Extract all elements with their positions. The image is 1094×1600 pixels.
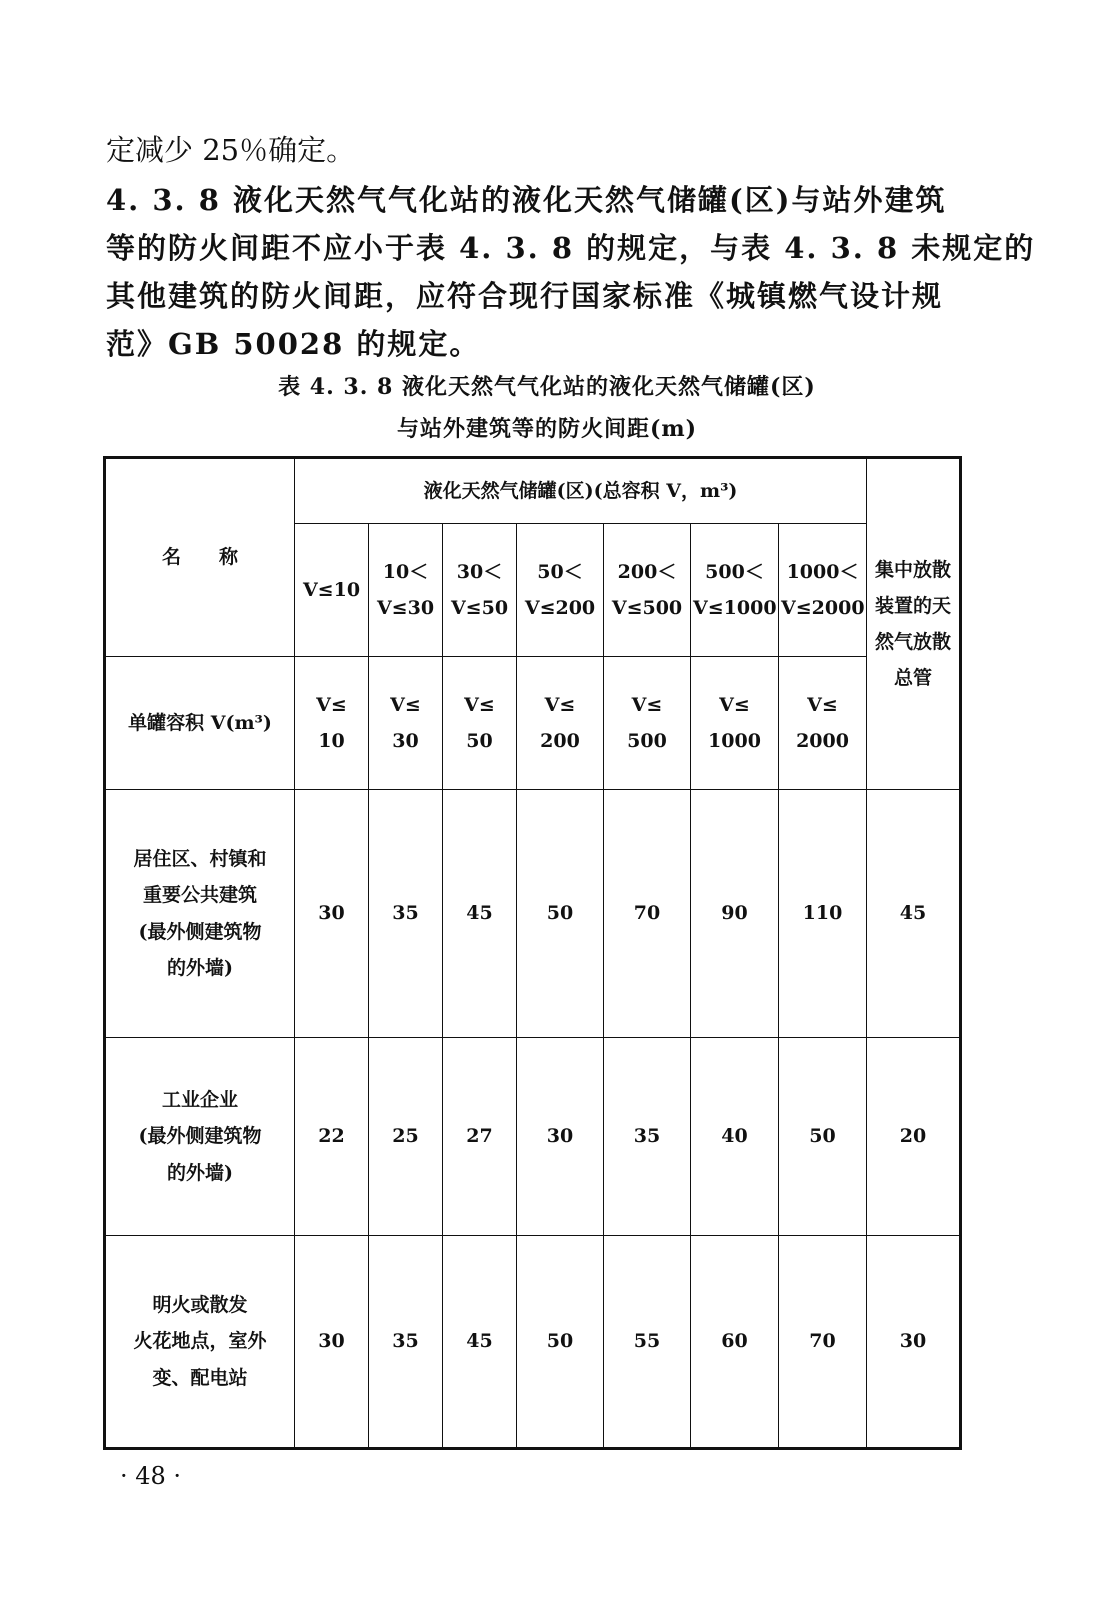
distance-cell: 110 xyxy=(779,790,867,1038)
distance-cell: 45 xyxy=(443,790,517,1038)
total-volume-header: V≤10 xyxy=(295,524,369,657)
single-tank-value: V≤ 1000 xyxy=(691,657,779,790)
distance-cell: 70 xyxy=(779,1236,867,1449)
single-tank-row xyxy=(105,657,961,790)
distance-cell: 70 xyxy=(604,790,691,1038)
distance-cell: 50 xyxy=(517,1236,604,1449)
table-row xyxy=(105,790,961,1038)
distance-cell: 20 xyxy=(867,1038,961,1236)
distance-cell: 27 xyxy=(443,1038,517,1236)
row-label-residential: 居住区、村镇和 重要公共建筑 (最外侧建筑物 的外墙) xyxy=(105,790,295,1038)
table-row xyxy=(105,1038,961,1236)
total-volume-header: 200＜ V≤500 xyxy=(604,524,691,657)
distance-cell: 45 xyxy=(443,1236,517,1449)
clause-4-3-8-line4: 范》GB 50028 的规定。 xyxy=(106,327,481,361)
fire-distance-table xyxy=(103,456,962,1450)
table-caption-line2: 与站外建筑等的防火间距(m) xyxy=(396,416,698,442)
page-number: · 48 · xyxy=(120,1462,182,1490)
group-header: 液化天然气储罐(区)(总容积 V，m³) xyxy=(295,458,867,524)
table-caption-line1: 表 4. 3. 8 液化天然气气化站的液化天然气储罐(区) xyxy=(278,374,816,400)
distance-cell: 30 xyxy=(517,1038,604,1236)
row-label-open-fire: 明火或散发 火花地点，室外 变、配电站 xyxy=(105,1236,295,1449)
distance-cell: 30 xyxy=(295,790,369,1038)
clause-4-3-8-line1: 4. 3. 8 液化天然气气化站的液化天然气储罐(区)与站外建筑 xyxy=(106,183,947,217)
clause-4-3-8-line2: 等的防火间距不应小于表 4. 3. 8 的规定，与表 4. 3. 8 未规定的 xyxy=(106,231,1036,265)
total-volume-header: 1000＜ V≤2000 xyxy=(779,524,867,657)
single-tank-value: V≤ 500 xyxy=(604,657,691,790)
distance-cell: 35 xyxy=(369,1236,443,1449)
distance-cell: 30 xyxy=(867,1236,961,1449)
table-row xyxy=(105,1236,961,1449)
distance-cell: 50 xyxy=(517,790,604,1038)
single-tank-value: V≤ 200 xyxy=(517,657,604,790)
distance-cell: 55 xyxy=(604,1236,691,1449)
single-tank-value: V≤ 30 xyxy=(369,657,443,790)
row-label-industrial: 工业企业 (最外侧建筑物 的外墙) xyxy=(105,1038,295,1236)
total-volume-header: 50＜ V≤200 xyxy=(517,524,604,657)
total-volume-header: 30＜ V≤50 xyxy=(443,524,517,657)
paragraph-continuation: 定减少 25％确定。 xyxy=(106,133,356,167)
distance-cell: 35 xyxy=(369,790,443,1038)
single-tank-label: 单罐容积 V(m³) xyxy=(105,657,295,790)
total-volume-header: 500＜ V≤1000 xyxy=(691,524,779,657)
single-tank-value: V≤ 10 xyxy=(295,657,369,790)
distance-cell: 40 xyxy=(691,1038,779,1236)
single-tank-value: V≤ 50 xyxy=(443,657,517,790)
vent-header: 集中放散装置的天然气放散总管 xyxy=(867,458,961,790)
total-volume-header: 10＜ V≤30 xyxy=(369,524,443,657)
distance-cell: 30 xyxy=(295,1236,369,1449)
distance-cell: 22 xyxy=(295,1038,369,1236)
name-header: 名 称 xyxy=(105,458,295,657)
distance-cell: 35 xyxy=(604,1038,691,1236)
single-tank-value: V≤ 2000 xyxy=(779,657,867,790)
distance-cell: 45 xyxy=(867,790,961,1038)
distance-cell: 60 xyxy=(691,1236,779,1449)
clause-4-3-8-line3: 其他建筑的防火间距，应符合现行国家标准《城镇燃气设计规 xyxy=(106,279,944,313)
distance-cell: 25 xyxy=(369,1038,443,1236)
distance-cell: 90 xyxy=(691,790,779,1038)
distance-cell: 50 xyxy=(779,1038,867,1236)
